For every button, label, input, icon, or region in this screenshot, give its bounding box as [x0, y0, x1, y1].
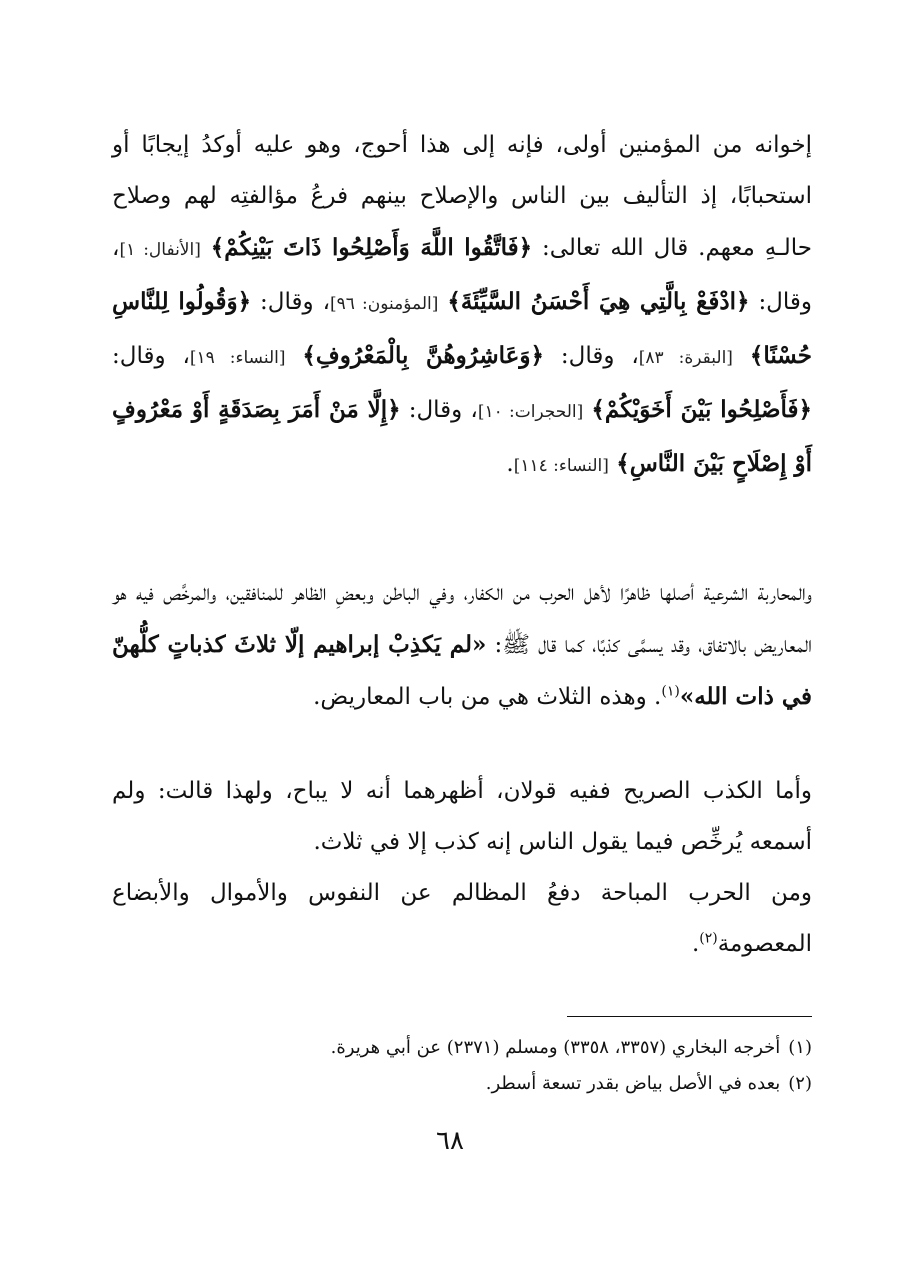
paragraph-text: ، وقال:: [560, 343, 639, 369]
paragraph-quranic-verses: [112, 120, 812, 492]
paragraph-end: .: [691, 931, 700, 957]
paragraph-permissible-war: [112, 868, 812, 970]
verse-reference: [المؤمنون: ٩٦]: [330, 294, 439, 314]
paragraph-text: ، وقال:: [260, 289, 331, 315]
verse-reference: [الحجرات: ١٠]: [477, 402, 584, 422]
hadith-quote: «لم يَكذِبْ إبراهيم إلّا ثلاثَ كذباتٍ كلُّهنّ في ذات الله»: [112, 631, 812, 710]
verse-reference: [النساء: ١٩]: [189, 348, 286, 368]
page-number: ٦٨: [436, 1126, 464, 1156]
paragraph-explicit-lie: [112, 766, 812, 868]
footnote-divider: [567, 1016, 812, 1017]
paragraph-end: .: [506, 451, 514, 477]
paragraph-text: ومن الحرب المباحة دفعُ المظالم عن النفوس والأموال والأبضاع المعصومة: [112, 880, 812, 957]
paragraph-text: ، وقال:: [408, 397, 478, 423]
verse-reference: [البقرة: ٨٣]: [638, 348, 733, 368]
footnote-number: (١): [788, 1037, 812, 1058]
footnote-text: بعده في الأصل بياض بقدر تسعة أسطر.: [485, 1073, 781, 1094]
footnote-number: (٢): [788, 1073, 812, 1094]
quran-verse: ﴿وَعَاشِرُوهُنَّ بِالْمَعْرُوفِ﴾: [302, 342, 544, 369]
verse-reference: [الأنفال: ١]: [119, 240, 201, 260]
paragraph-text: والمحاربة الشرعية أصلها ظاهرًا لأهل الحرب من الكفار، وفي الباطن وبعضِ الظاهر للمنافقين، والمرخَّص فيه هو المعاريض بالاتفاق، وقد يسمَّى كذبًا، كما قال ﷺ:: [112, 580, 812, 658]
paragraph-text: . وهذه الثلاث هي من باب المعاريض.: [313, 684, 662, 710]
verse-reference: [النساء: ١١٤]: [513, 456, 609, 476]
quran-verse: ﴿إِلَّا مَنْ أَمَرَ بِصَدَقَةٍ أَوْ مَعْرُوفٍ أَوْ إِصْلَاحٍ بَيْنَ النَّاسِ﴾: [112, 396, 812, 477]
paragraph-text: ، وقال:: [112, 235, 813, 315]
quran-verse: ﴿ادْفَعْ بِالَّتِي هِيَ أَحْسَنُ السَّيِّئَةَ﴾: [447, 288, 750, 315]
footnotes-section: [112, 1030, 812, 1102]
quran-verse: ﴿وَقُولُوا لِلنَّاسِ حُسْنًا﴾: [112, 288, 813, 369]
quran-verse: ﴿فَأَصْلِحُوا بَيْنَ أَخَوَيْكُمْ﴾: [591, 396, 813, 423]
quran-verse: ﴿فَاتَّقُوا اللَّهَ وَأَصْلِحُوا ذَاتَ بَيْنِكُمْ﴾: [210, 234, 533, 261]
paragraph-text: ، وقال:: [112, 343, 190, 369]
footnote-marker-1[interactable]: (١): [661, 683, 680, 700]
paragraph-text: إخوانه من المؤمنين أولى، فإنه إلى هذا أحوج، وهو عليه أوكدُ إيجابًا أو استحبابًا، إذ التأليف بين الناس والإصلاح بينهم فرعُ مؤالفتِه لهم وصلاح حالـهِ معهم. قال الله تعالى:: [112, 132, 813, 261]
footnote-text: أخرجه البخاري (٣٣٥٧، ٣٣٥٨) ومسلم (٢٣٧١) عن أبي هريرة.: [330, 1037, 781, 1058]
paragraph-text: وأما الكذب الصريح ففيه قولان، أظهرهما أنه لا يباح، ولهذا قالت: ولم أسمعه يُرخِّص فيما يقول الناس إنه كذب إلا في ثلاث.: [112, 778, 812, 855]
paragraph-legitimate-warfare: [112, 568, 812, 723]
footnote-2: [112, 1066, 812, 1102]
footnote-1: [112, 1030, 812, 1066]
footnote-marker-2[interactable]: (٢): [699, 930, 718, 947]
